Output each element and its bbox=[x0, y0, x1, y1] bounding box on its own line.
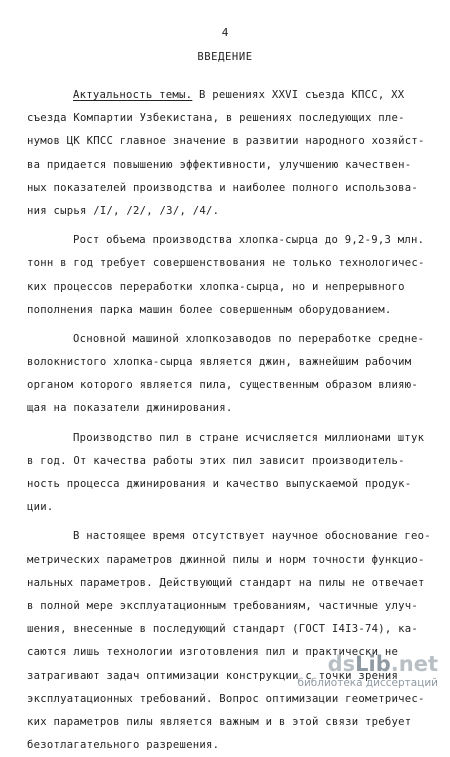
text-line: нальных параметров. Действующий стандарт на пилы не отвечает bbox=[27, 576, 425, 589]
text-line: Основной машиной хлопкозаводов по переработке средне- bbox=[73, 332, 425, 345]
section-heading: ВВЕДЕНИЕ bbox=[197, 51, 253, 63]
text-line: ность процесса джинирования и качество выпускаемой продук- bbox=[27, 478, 412, 490]
text-line: ких параметров пилы является важным и в этой связи требует bbox=[27, 715, 412, 728]
text-line: эксплуатационных требований. Вопрос оптимизации геометричес- bbox=[27, 692, 425, 705]
text-line: метрических параметров джинной пилы и норм точности функцио- bbox=[27, 553, 425, 566]
text-line: ких процессов переработки хлопка-сырца, но и непрерывного bbox=[27, 280, 405, 293]
topic-relevance-label: Актуальность темы. bbox=[73, 89, 193, 101]
watermark-subtitle: библиотека диссертаций bbox=[297, 677, 438, 689]
text-line: В настоящее время отсутствует научное обоснование гео- bbox=[73, 530, 431, 543]
logo-part-net: .net bbox=[390, 652, 438, 676]
text-line: ных показателей производства и наиболее полного использова- bbox=[27, 181, 419, 194]
text-line bbox=[27, 84, 441, 107]
text-line: пополнения парка машин более совершенным оборудованием. bbox=[27, 303, 392, 316]
text-line: ва придается повышению эффективности, улучшению качествен- bbox=[27, 158, 412, 171]
text-line: нумов ЦК КПСС главное значение в развитии народного хозяйст- bbox=[27, 135, 425, 148]
logo-part-lib: Lib bbox=[355, 652, 391, 676]
text-line: тонн в год требует совершенствования не только технологичес- bbox=[27, 257, 425, 270]
text-line-content: В решениях XXVI съезда КПСС, XX bbox=[192, 89, 405, 101]
text-line: съезда Компартии Узбекистана, в решениях последующих пле- bbox=[27, 112, 405, 125]
text-line: ния сырья /I/, /2/, /3/, /4/. bbox=[27, 204, 220, 217]
text-line: Производство пил в стране исчисляется миллионами штук bbox=[73, 431, 425, 444]
dslib-logo bbox=[297, 653, 438, 675]
text-line: щая на показатели джинирования. bbox=[27, 402, 233, 415]
text-line: шения, внесенные в последующий стандарт (ГОСТ I4I3-74), ка- bbox=[27, 623, 419, 636]
text-line: Рост объема производства хлопка-сырца до 9,2-9,3 млн. bbox=[73, 234, 425, 247]
logo-part-ds: ds bbox=[327, 652, 356, 676]
text-line: органом которого является пила, существенным образом влияю- bbox=[27, 379, 419, 392]
text-line: безотлагательного разрешения. bbox=[27, 739, 220, 752]
dslib-watermark bbox=[297, 653, 438, 689]
text-line: саются лишь технологии изготовления пил и практически не bbox=[27, 646, 399, 659]
text-line: затрагивают задач оптимизации конструкции с точки зрения bbox=[27, 669, 399, 682]
text-line: волокнистого хлопка-сырца является джин, важнейшим рабочим bbox=[27, 356, 412, 369]
text-line: в год. От качества работы этих пил зависит производитель- bbox=[27, 454, 405, 467]
page-number: 4 bbox=[221, 26, 229, 39]
text-line: ции. bbox=[27, 501, 54, 514]
text-line: в полной мере эксплуатационным требованиям, частичные улуч- bbox=[27, 599, 419, 612]
